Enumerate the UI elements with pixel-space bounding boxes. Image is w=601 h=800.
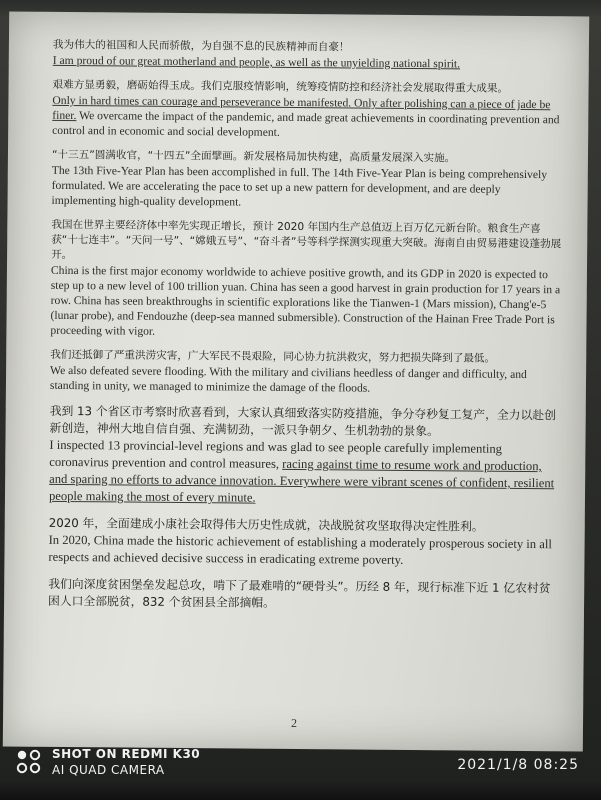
watermark-device-line: SHOT ON REDMI K30 [52,747,201,761]
paragraph-block [52,78,565,142]
sentence: We also defeated severe flooding. With the military and civilians heedless of danger and difficulty, and standing in unity, we managed to minimize the damage of the floods. [49,363,527,395]
paragraph-block [48,576,560,614]
chinese-text: 我国在世界主要经济体中率先实现正增长，预计 2020 年国内生产总值迈上百万亿元新台阶。粮食生产喜获“十七连丰”。“天问一号”、“嫦娥五号”、“奋斗者”号等科学探测实现重大突破。海南自由贸易港建设蓬勃展开。 [51,218,562,262]
paragraph-block [48,515,560,570]
document-body [48,38,565,624]
photo-timestamp: 2021/1/8 08:25 [457,757,579,773]
camera-dots-logo-icon [14,747,44,777]
chinese-text: 2020 年，全面建成小康社会取得伟大历史性成就，决战脱贫攻坚取得决定性胜利。 [48,515,484,534]
chinese-text: 我们向深度贫困堡垒发起总攻，啃下了最难啃的“硬骨头”。历经 8 年，现行标准下近 1 亿农村贫困人口全部脱贫，832 个贫困县全部摘帽。 [48,576,551,610]
english-translation [50,263,563,342]
page-number: 2 [290,715,298,731]
paragraph-block [50,348,562,397]
english-translation [50,363,562,397]
chinese-text: “十三五”圆满收官，“十四五”全面擘画。新发展格局加快构建，高质量发展深入实施。 [51,148,456,165]
paper-sheet [3,11,589,751]
paragraph-block [49,403,562,509]
paragraph-block [50,218,563,342]
underlined-sentence: racing against time to resume work and production, and sparing no efforts to advance innovation. Everywhere were vibrant scenes of confident, resilient people making the most of every minute. [48,456,555,505]
watermark-camera-line: AI QUAD CAMERA [52,763,165,777]
underlined-sentence: I am proud of our great motherland and people, as well as the unyielding national spirit. [52,53,461,71]
paragraph-block [52,148,565,212]
paragraph-block [53,38,565,72]
chinese-text: 我们还抵御了严重洪涝灾害，广大军民不畏艰险，同心协力抗洪救灾，努力把损失降到了最低。 [50,348,496,365]
english-translation [49,437,562,509]
english-translation [48,532,560,570]
chinese-text: 我为伟大的祖国和人民而骄傲，为自强不息的民族精神而自豪！ [52,38,350,54]
sentence: In 2020, China made the historic achievement of establishing a moderately prosperous society in all respects and achieved decisive success in eradicating extreme poverty. [48,532,552,567]
chinese-text: 我到 13 个省区市考察时欣喜看到，大家认真细致落实防疫措施，争分夺秒复工复产，全力以赴创新创造，神州大地自信自强、充满韧劲，一派只争朝夕、生机勃勃的景象。 [49,403,556,439]
chinese-text: 艰难方显勇毅，磨砺始得玉成。我们克服疫情影响，统筹疫情防控和经济社会发展取得重大成果。 [52,78,509,95]
english-translation [52,93,564,142]
sentence: China is the first major economy worldwide to achieve positive growth, and its GDP in 2020 is expected to step up to a new level of 100 trillion yuan. China has seen a good harvest in grain production for 17 years in a row. China has seen breakthroughs in scientific explorations like the Tianwen-1 (Mars mission), Chang'e-5 (lunar probe), and Fendouzhe (deep-sea manned submersible). Construction of the Hainan Free Trade Port is proceeding with vigor. [50,263,561,338]
sentence: We overcame the impact of the pandemic, and made great achievements in coordinating prevention and control and in economic and social development. [52,109,560,139]
english-translation [53,53,565,72]
camera-watermark [14,746,200,778]
sentence: I inspected 13 provincial-level regions and was glad to see people carefully implementing coronavirus prevention and control measures, [49,437,503,471]
sentence: The 13th Five-Year Plan has been accomplished in full. The 14th Five-Year Plan is being comprehensively formulated. We are accelerating the pace to set up a new pattern for development, and are deeply implementing high-quality development. [51,163,548,209]
english-translation [52,163,564,212]
underlined-sentence: Only in hard times can courage and perseverance be manifested. Only after polishing can a piece of jade be finer. [52,93,551,123]
